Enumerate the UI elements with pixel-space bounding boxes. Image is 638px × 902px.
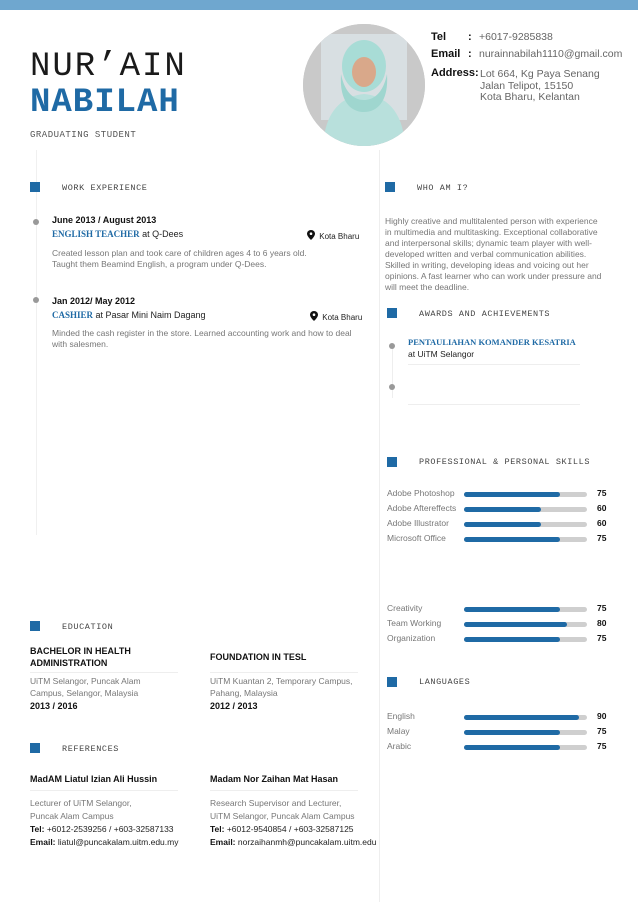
personal-skill-value: 80	[597, 618, 607, 628]
work-2-employer: at Pasar Mini Naim Dagang	[93, 310, 206, 320]
work-2-location-text: Kota Bharu	[322, 313, 363, 322]
ref-1-email-value: liatul@puncakalam.uitm.edu.my	[55, 837, 179, 847]
work-1-desc-2: Taught them Beamind English, a program under Q-Dees.	[52, 259, 267, 269]
edu-divider	[210, 672, 358, 673]
language-skill-bar-fill	[464, 715, 579, 720]
pro-skill-bar-fill	[464, 507, 541, 512]
personal-skill-bar-fill	[464, 607, 560, 612]
timeline-dot	[33, 297, 39, 303]
edu-1-years: 2013 / 2016	[30, 701, 78, 711]
about-line-4: developed written and verbal communication abilities.	[385, 249, 587, 259]
award-divider	[408, 364, 580, 365]
awards-timeline	[392, 348, 393, 398]
pro-skill-value: 75	[597, 533, 607, 543]
edu-2-place-2: Pahang, Malaysia	[210, 688, 278, 698]
personal-skill-bar-fill	[464, 622, 567, 627]
work-1-location	[307, 230, 359, 241]
edu-1-place-2: Campus, Selangor, Malaysia	[30, 688, 139, 698]
references-section-marker	[30, 743, 40, 753]
work-2-desc-1: Minded the cash register in the store. Learned accounting work and how to deal	[52, 328, 352, 338]
skills-section-marker	[387, 457, 397, 467]
work-2-date: Jan 2012/ May 2012	[52, 296, 136, 306]
award-dot	[389, 343, 395, 349]
ref-1-role-1: Lecturer of UiTM Selangor,	[30, 798, 132, 808]
pro-skill-name: Microsoft Office	[387, 533, 446, 543]
timeline-dot	[33, 219, 39, 225]
language-skill-name: Malay	[387, 726, 410, 736]
edu-1-title-2: ADMINISTRATION	[30, 658, 108, 668]
email-colon: :	[468, 48, 472, 60]
address-line-2: Jalan Telipot, 15150	[480, 80, 574, 92]
language-skill-value: 75	[597, 741, 607, 751]
personal-skill-value: 75	[597, 633, 607, 643]
person-illustration	[303, 24, 425, 146]
ref-2-tel-label: Tel:	[210, 824, 225, 834]
address-line-3: Kota Bharu, Kelantan	[480, 91, 580, 103]
tel-value: +6017-9285838	[479, 31, 553, 43]
languages-section-title: LANGUAGES	[419, 677, 471, 687]
ref-2-role-2: UiTM Selangor, Puncak Alam Campus	[210, 811, 355, 821]
ref-1-name: MadAM Liatul Izian Ali Hussin	[30, 774, 158, 784]
personal-skill-value: 75	[597, 603, 607, 613]
ref-2-tel-value: +6012-9540854 / +603-32587125	[224, 824, 354, 834]
education-section-marker	[30, 621, 40, 631]
language-skill-value: 75	[597, 726, 607, 736]
ref-2-email-label: Email:	[210, 837, 236, 847]
tel-label: Tel	[431, 31, 447, 43]
pro-skill-name: Adobe Illustrator	[387, 518, 449, 528]
skills-section-title: PROFESSIONAL & PERSONAL SKILLS	[419, 457, 591, 467]
languages-section-marker	[387, 677, 397, 687]
ref-divider	[30, 790, 178, 791]
ref-1-email-label: Email:	[30, 837, 56, 847]
about-line-5: Skilled in writing, developing ideas and voicing out her	[385, 260, 589, 270]
ref-2-tel	[210, 823, 354, 835]
pro-skill-bar-fill	[464, 537, 560, 542]
pro-skill-name: Adobe Aftereffects	[387, 503, 457, 513]
work-2-location	[310, 311, 362, 322]
about-section-title: WHO AM I?	[417, 183, 469, 193]
about-line-2: in multimedia and multitasking. Exceptional collaborative	[385, 227, 598, 237]
subtitle: GRADUATING STUDENT	[30, 130, 137, 140]
about-line-1: Highly creative and multitalented person with experience	[385, 216, 598, 226]
awards-section-title: AWARDS AND ACHIEVEMENTS	[419, 309, 551, 319]
ref-2-role-1: Research Supervisor and Lecturer,	[210, 798, 342, 808]
pro-skill-value: 60	[597, 503, 607, 513]
award-dot-empty	[389, 384, 395, 390]
work-1-title: ENGLISH TEACHER	[52, 229, 140, 239]
personal-skill-name: Creativity	[387, 603, 423, 613]
timeline-line	[36, 150, 37, 535]
work-1-employer: at Q-Dees	[139, 229, 184, 239]
language-skill-bar-fill	[464, 730, 560, 735]
award-1-title: PENTAULIAHAN KOMANDER KESATRIA	[408, 337, 576, 347]
pro-skill-name: Adobe Photoshop	[387, 488, 455, 498]
work-section-marker	[30, 182, 40, 192]
education-section-title: EDUCATION	[62, 622, 114, 632]
work-1-role	[52, 229, 183, 239]
language-skill-bar-fill	[464, 745, 560, 750]
work-2-desc-2: with salesmen.	[52, 339, 109, 349]
pro-skill-value: 75	[597, 488, 607, 498]
references-section-title: REFERENCES	[62, 744, 120, 754]
name-last: NABILAH	[30, 84, 180, 122]
language-skill-value: 90	[597, 711, 607, 721]
personal-skill-bar-fill	[464, 637, 560, 642]
ref-2-name: Madam Nor Zaihan Mat Hasan	[210, 774, 339, 784]
ref-2-email	[210, 836, 376, 848]
personal-skill-name: Organization	[387, 633, 436, 643]
location-pin-icon	[310, 311, 318, 321]
edu-2-title-1: FOUNDATION IN TESL	[210, 652, 307, 662]
work-1-date: June 2013 / August 2013	[52, 215, 157, 225]
pro-skill-bar-fill	[464, 492, 560, 497]
language-skill-name: English	[387, 711, 415, 721]
name-first: NUR’AIN	[30, 48, 187, 86]
awards-section-marker	[387, 308, 397, 318]
column-divider	[379, 150, 380, 902]
award-1-sub: at UiTM Selangor	[408, 349, 475, 359]
work-2-role	[52, 310, 206, 320]
edu-2-years: 2012 / 2013	[210, 701, 258, 711]
edu-1-place-1: UiTM Selangor, Puncak Alam	[30, 676, 141, 686]
about-line-3: and interpersonal skills; dynamic team player with well-	[385, 238, 592, 248]
top-accent-bar	[0, 0, 638, 10]
ref-2-email-value: norzaihanmh@puncakalam.uitm.edu	[235, 837, 377, 847]
ref-1-tel	[30, 823, 174, 835]
about-line-7: will meet the deadline.	[385, 282, 470, 292]
pro-skill-bar-fill	[464, 522, 541, 527]
email-label: Email	[431, 48, 461, 60]
ref-1-tel-value: +6012-2539256 / +603-32587133	[44, 824, 174, 834]
work-1-location-text: Kota Bharu	[319, 232, 360, 241]
personal-skill-name: Team Working	[387, 618, 442, 628]
email-value: nurainnabilah1110@gmail.com	[479, 48, 623, 60]
edu-1-title-1: BACHELOR IN HEALTH	[30, 646, 131, 656]
award-divider	[408, 404, 580, 405]
pro-skill-value: 60	[597, 518, 607, 528]
work-2-title: CASHIER	[52, 310, 94, 320]
ref-1-tel-label: Tel:	[30, 824, 45, 834]
ref-1-role-2: Puncak Alam Campus	[30, 811, 114, 821]
tel-colon: :	[468, 31, 472, 43]
ref-1-email	[30, 836, 178, 848]
edu-2-place-1: UiTM Kuantan 2, Temporary Campus,	[210, 676, 353, 686]
work-1-desc-1: Created lesson plan and took care of children ages 4 to 6 years old.	[52, 248, 307, 258]
work-section-title: WORK EXPERIENCE	[62, 183, 148, 193]
profile-photo	[303, 24, 425, 146]
ref-divider	[210, 790, 358, 791]
location-pin-icon	[307, 230, 315, 240]
about-section-marker	[385, 182, 395, 192]
address-label: Address:	[431, 67, 479, 79]
address-line-1: Lot 664, Kg Paya Senang	[480, 68, 600, 80]
about-line-6: opinions. A fast learner who can work under pressure and	[385, 271, 602, 281]
language-skill-name: Arabic	[387, 741, 412, 751]
edu-divider	[30, 672, 178, 673]
